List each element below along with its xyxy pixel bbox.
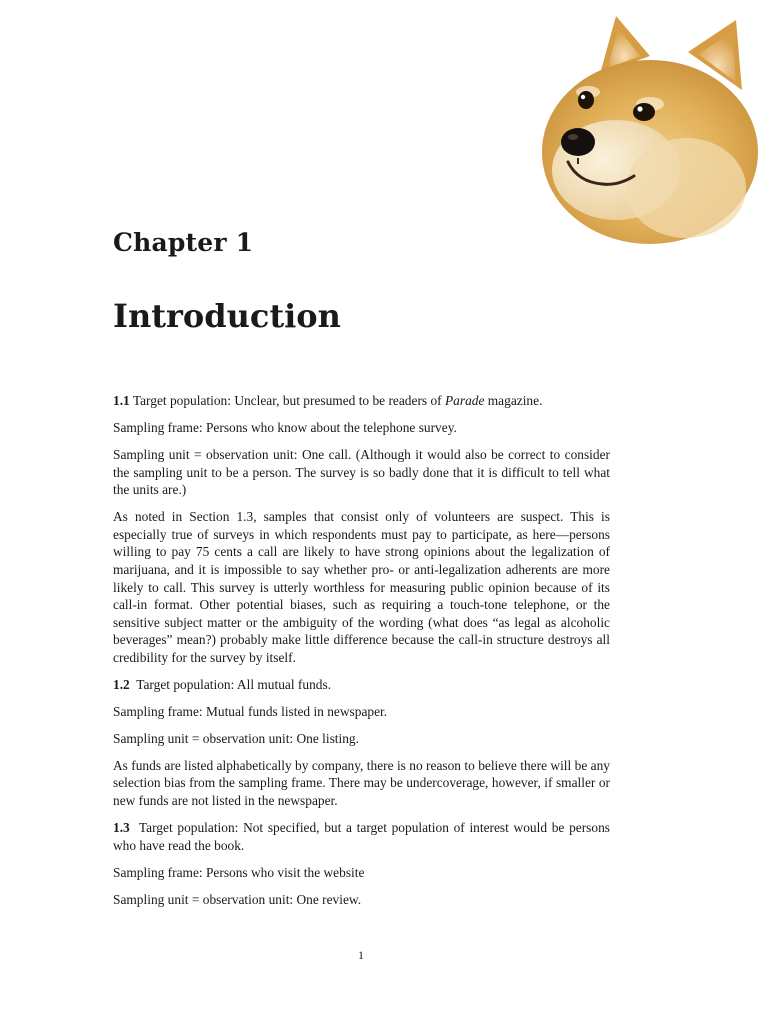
exercise-1-3-intro	[113, 819, 610, 854]
intro-text: Target population: Not specified, but a target population of interest would be persons who have read the book.	[113, 820, 610, 853]
exercise-number: 1.1	[113, 393, 130, 408]
doge-face-image	[538, 12, 760, 247]
doge-nose	[561, 128, 595, 156]
chapter-label: Chapter 1	[113, 228, 254, 257]
exercise-1-1-discussion: As noted in Section 1.3, samples that consist only of volunteers are suspect. This is especially true of surveys in which respondents must pay to participate, as here—persons willing to pay 75 cents a call are likely to have strong opinions about the legalization of marijuana, and it is impossible to say whether pro- or anti-legalization adherents are more likely to call. This survey is utterly worthless for measuring public opinion because of its call-in format. Other potential biases, such as requiring a touch-tone telephone, or the sensitive subject matter or the ambiguity of the wording (what does “as legal as alcoholic beverages” mean?) probably make little difference because the call-in structure destroys all credibility for the survey by itself.	[113, 509, 610, 665]
exercise-1-1-unit: Sampling unit = observation unit: One call. (Although it would also be correct to consider the sampling unit to be a person. The survey is so badly done that it is difficult to tell what the units are.)	[113, 446, 610, 498]
chapter-title: Introduction	[113, 297, 341, 335]
exercise-1-3-frame: Sampling frame: Persons who visit the website	[113, 864, 365, 880]
exercise-number: 1.3	[113, 820, 130, 835]
exercise-1-2-frame: Sampling frame: Mutual funds listed in newspaper.	[113, 703, 388, 719]
exercise-1-1-intro	[113, 392, 610, 410]
exercise-1-2-intro	[113, 676, 610, 694]
page-number: 1	[358, 948, 364, 962]
doge-left-eye	[578, 91, 594, 109]
exercise-1-1-frame: Sampling frame: Persons who know about the telephone survey.	[113, 419, 457, 435]
doge-right-eye	[633, 103, 655, 121]
exercise-1-3-unit: Sampling unit = observation unit: One review.	[113, 891, 362, 907]
exercise-1-2-unit: Sampling unit = observation unit: One listing.	[113, 730, 359, 746]
exercise-number: 1.2	[113, 676, 130, 692]
exercise-1-2-discussion: As funds are listed alphabetically by company, there is no reason to believe there will be any selection bias from the sampling frame. There may be undercoverage, however, if smaller or new funds are not listed in the newspaper.	[113, 757, 610, 809]
intro-text: Target population: Unclear, but presumed to be readers of	[132, 393, 442, 408]
magazine-name: Parade	[444, 393, 485, 408]
intro-text-end: magazine.	[487, 393, 543, 408]
chapter-body	[113, 392, 610, 918]
intro-text: Target population: All mutual funds.	[136, 676, 332, 692]
